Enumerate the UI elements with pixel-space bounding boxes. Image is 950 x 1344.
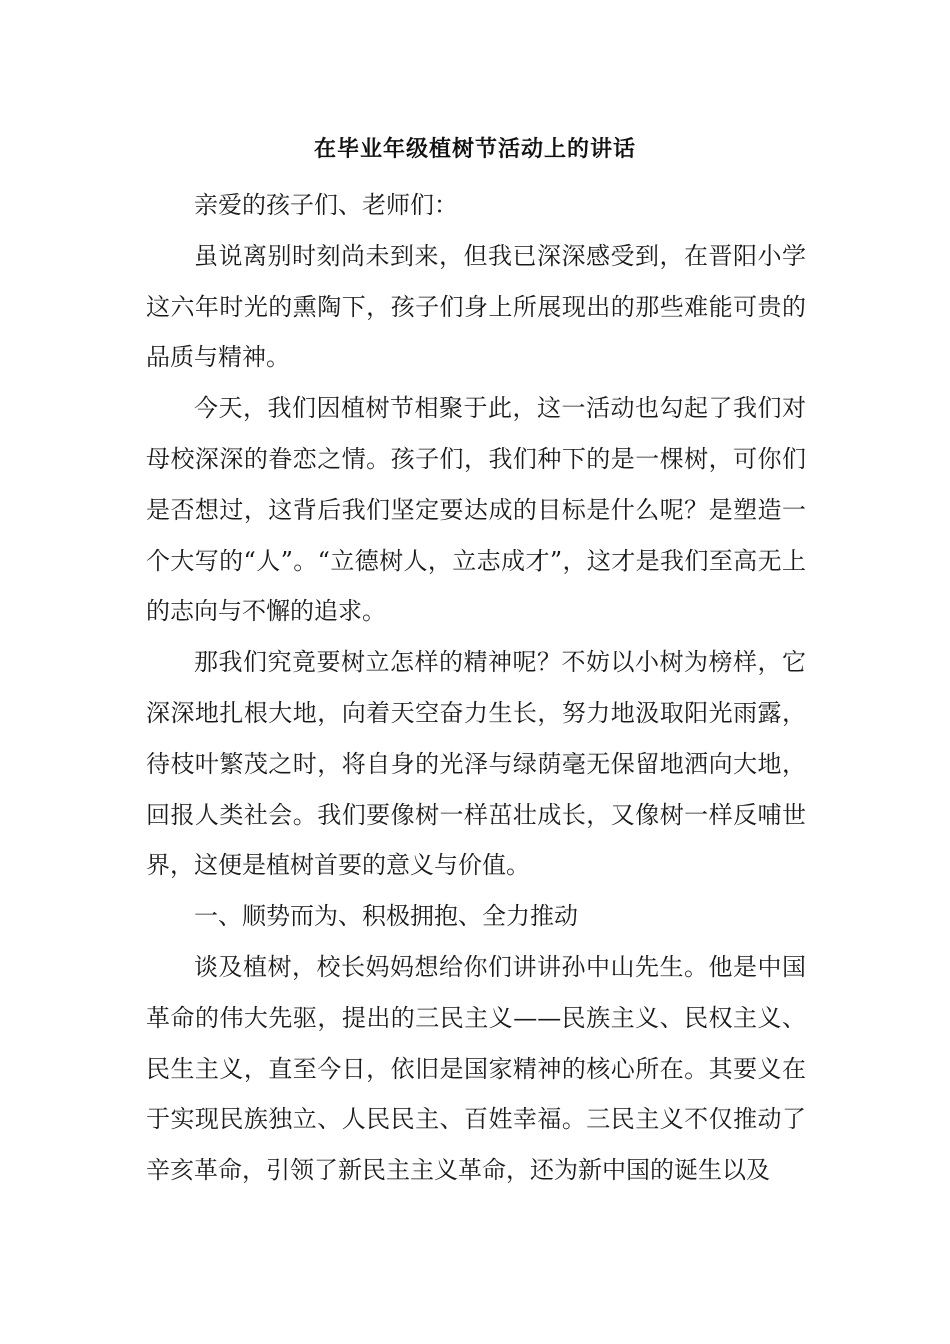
document-body — [146, 180, 806, 1196]
section-heading: 一、顺势而为、积极拥抱、全力推动 — [194, 902, 578, 931]
document-title: 在毕业年级植树节活动上的讲话 — [313, 137, 636, 162]
body-paragraph: 谈及植树，校长妈妈想给你们讲讲孙中山先生。他是中国革命的伟大先驱，提出的三民主义——民族主义、民权主义、民生主义，直至今日，依旧是国家精神的核心所在。其要义在于实现民族独立、人民民主、百姓幸福。三民主义不仅推动了辛亥革命，引领了新民主主义革命，还为新中国的诞生以及 — [146, 952, 806, 1185]
body-paragraph: 那我们究竟要树立怎样的精神呢？不妨以小树为榜样，它深深地扎根大地，向着天空奋力生长，努力地汲取阳光雨露，待枝叶繁茂之时，将自身的光泽与绿荫毫无保留地洒向大地，回报人类社会。我们要像树一样茁壮成长，又像树一样反哺世界，这便是植树首要的意义与价值。 — [146, 648, 806, 880]
salutation-paragraph: 亲爱的孩子们、老师们： — [194, 191, 458, 219]
body-paragraph: 今天，我们因植树节相聚于此，这一活动也勾起了我们对母校深深的眷恋之情。孩子们，我们种下的是一棵树，可你们是否想过，这背后我们坚定要达成的目标是什么呢？是塑造一个大写的“人”。“立德树人，立志成才”，这才是我们至高无上的志向与不懈的追求。 — [146, 394, 806, 626]
body-paragraph: 虽说离别时刻尚未到来，但我已深深感受到，在晋阳小学这六年时光的熏陶下，孩子们身上所展现出的那些难能可贵的品质与精神。 — [146, 241, 806, 372]
